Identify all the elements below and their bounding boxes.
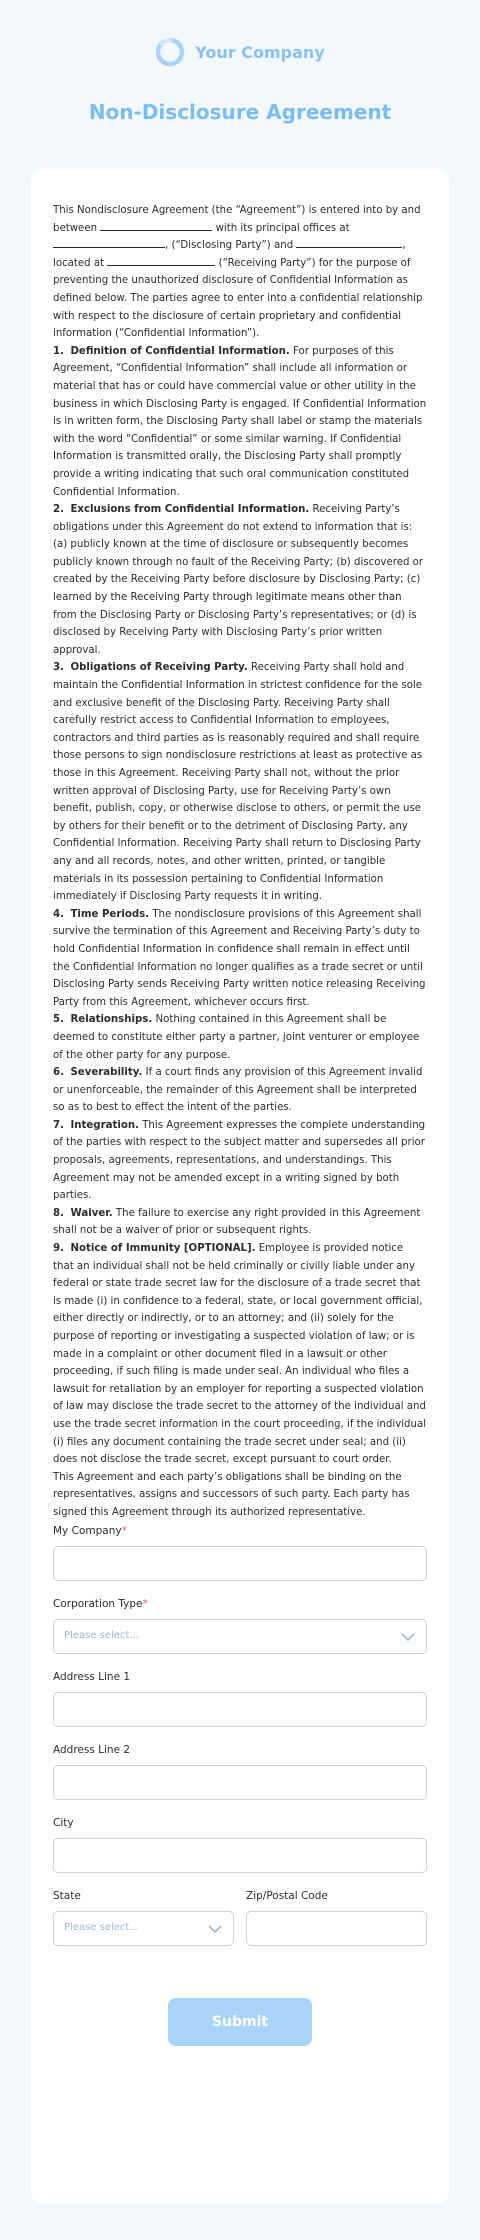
clause-3 [53,659,427,905]
clause-heading: Time Periods. [70,908,150,920]
closing-paragraph: This Agreement and each party’s obligations shall be binding on the representatives, assigns and successors of such party. Each party has signed this Agreement through its authorized representative. [53,1471,410,1518]
clause-number: 4. [53,908,64,920]
city-field [53,1814,427,1873]
clause-body: For purposes of this Agreement, “Confidential Information” shall include all information or material that has or could have commercial value or other utility in the business in which Disclosing Party is engaged. If Confidential Information is in written form, the Disclosing Party shall label or stamp the materials with the word “Confidential” or some similar warning. If Confidential Information is transmitted orally, the Disclosing Party shall promptly provide a writing indicating that such oral communication constituted Confidential Information. [53,345,427,498]
clause-number: 1. [53,345,64,357]
clause-2 [53,501,427,659]
clause-body: Nothing contained in this Agreement shall be deemed to constitute either party a partner, joint venturer or employee of the other party for any purpose. [53,1014,420,1061]
intro-text: (“Receiving Party”) for the purpose of preventing the unauthorized disclosure of Confidential Information as defined below. The parties agree to enter into a confidential relationship with respect to the disclosure of certain proprietary and confidential information (“Confidential Information”). [53,257,423,340]
chevron-down-icon [400,1630,416,1644]
address-blank [53,237,165,248]
my-company-input[interactable] [53,1546,427,1581]
clause-list [53,343,427,1469]
clause-body: Receiving Party shall hold and maintain the Confidential Information in strictest confidence for the sole and exclusive benefit of the Disclosing Party. Receiving Party shall carefully restrict access to Confidential Information to employees, contractors and third parties as is reasonably required and shall require those persons to sign nondisclosure restrictions at least as protective as those in this Agreement. Receiving Party shall not, without the prior written approval of Disclosing Party, use for Receiving Party’s own benefit, publish, copy, or otherwise disclose to others, or permit the use by others for their benefit or to the detriment of Disclosing Party, any Confidential Information. Receiving Party shall return to Disclosing Party any and all records, notes, and other written, printed, or tangible materials in its possession pertaining to Confidential Information immediately if Disclosing Party requests it in writing. [53,662,423,903]
address-line-2-field [53,1741,427,1800]
address-line-2-label: Address Line 2 [53,1743,131,1756]
zip-label: Zip/Postal Code [246,1889,328,1902]
required-marker: * [142,1597,148,1610]
clause-number: 7. [53,1119,64,1131]
clause-heading: Relationships. [70,1014,153,1026]
my-company-label [53,1522,427,1540]
clause-heading: Exclusions from Confidential Information. [70,504,310,516]
my-company-field [53,1522,427,1581]
clause-number: 3. [53,662,64,674]
address-line-1-field [53,1668,427,1727]
disclosing-party-blank [100,220,212,231]
clause-heading: Severability. [70,1067,143,1079]
clause-5 [53,1011,427,1064]
city-input[interactable] [53,1838,427,1873]
clause-heading: Integration. [70,1119,139,1131]
state-label: State [53,1889,81,1902]
clause-number: 6. [53,1067,64,1079]
city-label: City [53,1816,74,1829]
intro-text: This Nondisclosure Agreement (the “Agreement”) is entered into by and between [53,205,421,234]
clause-heading: Waiver. [70,1207,113,1219]
label-text: Corporation Type [53,1597,143,1610]
clause-8 [53,1205,427,1240]
page-title: Non-Disclosure Agreement [88,100,392,124]
zip-input[interactable] [246,1911,427,1946]
clause-9 [53,1240,427,1469]
receiving-address-blank [107,255,215,266]
state-zip-row [53,1887,427,1960]
state-select[interactable] [53,1911,234,1946]
corporation-type-label [53,1595,427,1613]
clause-body: The failure to exercise any right provided in this Agreement shall not be a waiver of prior or subsequent rights. [53,1207,421,1237]
company-name: Your Company [195,42,325,62]
agreement-card [31,170,449,2204]
intro-paragraph [53,202,427,343]
address-line-1-input[interactable] [53,1692,427,1727]
select-placeholder: Please select... [64,1921,139,1933]
clause-number: 5. [53,1014,64,1026]
clause-4 [53,906,427,1012]
agreement-body [53,202,427,1522]
label-text: My Company [53,1524,122,1537]
company-form [53,1522,427,2046]
address-line-2-input[interactable] [53,1765,427,1800]
clause-heading: Obligations of Receiving Party. [70,662,248,674]
intro-text: , [402,240,406,252]
clause-number: 8. [53,1207,64,1219]
clause-6 [53,1064,427,1117]
required-marker: * [121,1524,127,1537]
clause-7 [53,1117,427,1205]
clause-number: 2. [53,504,64,516]
clause-body: If a court finds any provision of this Agreement invalid or unenforceable, the remainder of this Agreement shall be interpreted so as to best to effect the intent of the parties. [53,1067,423,1114]
clause-body: Employee is provided notice that an individual shall not be held criminally or civilly liable under any federal or state trade secret law for the disclosure of a trade secret that is made (i) in confidence to a federal, state, or local government official, either directly or indirectly, or to an attorney; and (ii) solely for the purpose of reporting or investigating a suspected violation of law; or is made in a complaint or other document filed in a lawsuit or other proceeding, if such filing is made under seal. An individual who files a lawsuit for retaliation by an employer for reporting a suspected violation of law may disclose the trade secret to the attorney of the individual and use the trade secret information in the court proceeding, if the individual (i) files any document containing the trade secret under seal; and (ii) does not disclose the trade secret, except pursuant to court order. [53,1243,427,1466]
chevron-down-icon [207,1922,223,1936]
clause-heading: Definition of Confidential Information. [70,345,290,357]
company-header [0,32,480,72]
intro-text: located at [53,257,105,269]
corporation-type-select[interactable] [53,1619,427,1654]
receiving-party-blank [296,237,402,248]
address-line-1-label: Address Line 1 [53,1670,131,1683]
intro-text: with its principal offices at [215,222,350,234]
clause-number: 9. [53,1243,64,1255]
submit-button[interactable]: Submit [168,1998,312,2046]
clause-body: This Agreement expresses the complete understanding of the parties with respect to the subject matter and supersedes all prior proposals, agreements, representations, and understandings. This Agreement may not be amended except in a writing signed by both parties. [53,1119,426,1202]
intro-text: , (“Disclosing Party”) and [165,240,294,252]
clause-body: The nondisclosure provisions of this Agreement shall survive the termination of this Agreement and Receiving Party’s duty to hold Confidential Information in confidence shall remain in effect until the Confidential Information no longer qualifies as a trade secret or until Disclosing Party sends Receiving Party written notice releasing Receiving Party from this Agreement, whichever occurs first. [53,908,426,1008]
clause-body: Receiving Party’s obligations under this Agreement do not extend to information that is: (a) publicly known at the time of disclosure or subsequently becomes publicly known through no fault of the Receiving Party; (b) discovered or created by the Receiving Party before disclosure by Disclosing Party; (c) learned by the Receiving Party through legitimate means other than from the Disclosing Party or Disclosing Party’s representatives; or (d) is disclosed by Receiving Party with Disclosing Party’s prior written approval. [53,504,424,656]
state-field [53,1887,234,1960]
ring-logo-icon [155,37,185,67]
select-placeholder: Please select... [64,1629,139,1641]
corporation-type-field [53,1595,427,1654]
clause-heading: Notice of Immunity [OPTIONAL]. [70,1243,256,1255]
zip-field [246,1887,427,1960]
clause-1 [53,343,427,501]
